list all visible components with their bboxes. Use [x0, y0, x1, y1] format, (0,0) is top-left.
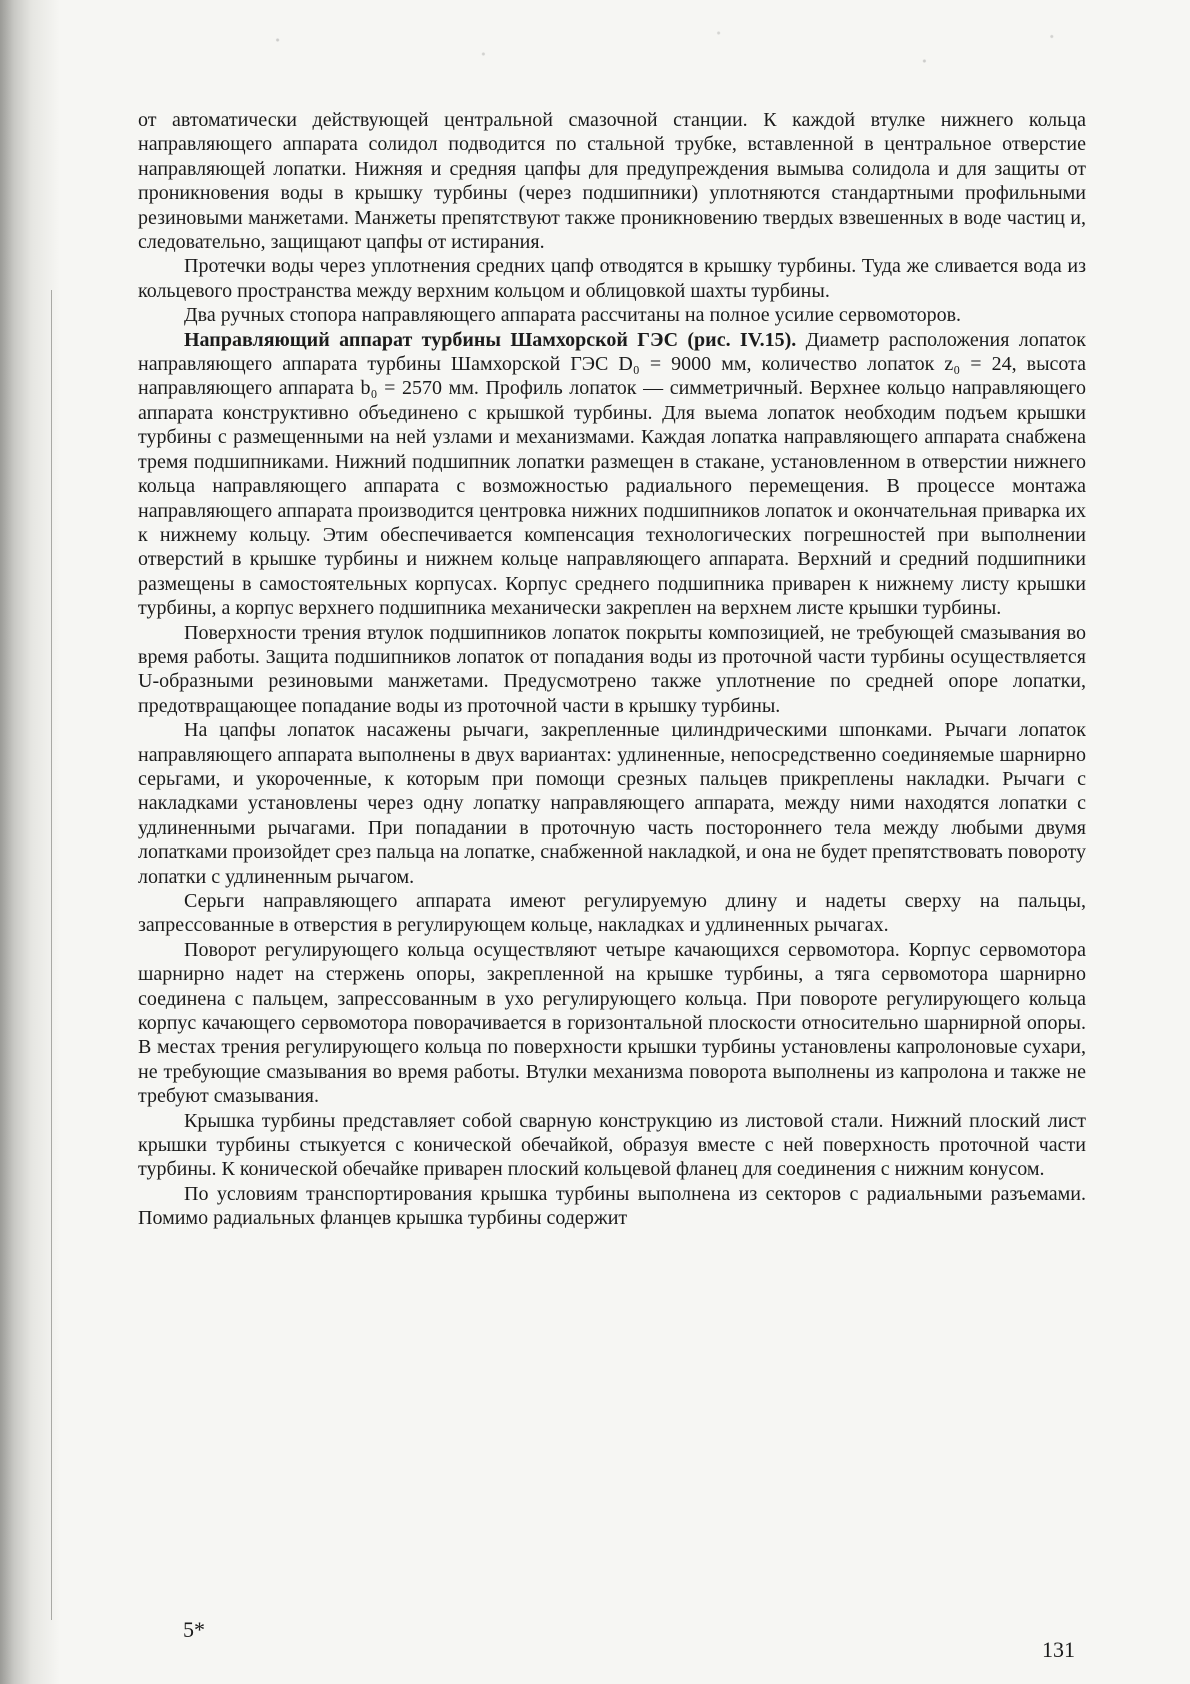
signature-mark: 5* — [183, 1617, 205, 1642]
paragraph: Серьги направляющего аппарата имеют регулируемую длину и надеты сверху на пальцы, запрессованные в отверстия в регулирующем кольце, накладках и удлиненных рычагах. — [138, 890, 1086, 937]
paragraph-with-heading — [138, 328, 1086, 621]
binding-edge-line — [51, 290, 52, 1620]
scan-noise — [160, 12, 1140, 82]
paragraph: Протечки воды через уплотнения средних цапф отводятся в крышку турбины. Туда же сливается вода из кольцевого пространства между верхним кольцом и облицовкой шахты турбины. — [138, 255, 1086, 302]
paragraph-text: Диаметр расположения лопаток направляющего аппарата турбины Шамхорской ГЭС D₀ = 9000 мм, количество лопаток z₀ = 24, высота направляющего аппарата b₀ = 2570 мм. Профиль лопаток — симметричный. Верхнее кольцо направляющего аппарата конструктивно объединено с крышкой турбины. Для выема лопаток необходим подъем крышки турбины с размещенными на ней узлами и механизмами. Каждая лопатка направляющего аппарата снабжена тремя подшипниками. Нижний подшипник лопатки размещен в стакане, установленном в отверстии нижнего кольца направляющего аппарата с возможностью радиального перемещения. В процессе монтажа направляющего аппарата производится центровка нижних подшипников лопаток и окончательная приварка их к нижнему кольцу. Этим обеспечивается компенсация технологических погрешностей при выполнении отверстий в крышке турбины и нижнем кольце направляющего аппарата. Верхний и средний подшипники размещены в самостоятельных корпусах. Корпус среднего подшипника приварен к нижнему листу крышки турбины, а корпус верхнего подшипника механически закреплен на верхнем листе крышки турбины. — [138, 328, 1086, 620]
body-text — [138, 108, 1086, 1231]
paragraph: от автоматически действующей центральной смазочной станции. К каждой втулке нижнего кольца направляющего аппарата солидол подводится по стальной трубке, вставленной в центральное отверстие направляющей лопатки. Нижняя и средняя цапфы для предупреждения вымыва солидола и для защиты от проникновения воды в крышку турбины (через подшипники) уплотняются стандартными профильными резиновыми манжетами. Манжеты препятствуют также проникновению твердых взвешенных в воде частиц и, следовательно, защищают цапфы от истирания. — [138, 109, 1086, 254]
paragraph: Два ручных стопора направляющего аппарата рассчитаны на полное усилие сервомоторов. — [184, 304, 962, 327]
paragraph: На цапфы лопаток насажены рычаги, закрепленные цилиндрическими шпонками. Рычаги лопаток направляющего аппарата выполнены в двух вариантах: удлиненные, непосредственно соединяемые шарнирно серьгами, и укороченные, к которым при помощи срезных пальцев прикреплены накладки. Рычаги с накладками установлены через одну лопатку направляющего аппарата, между ними находятся лопатки с удлиненными рычагами. При попадании в проточную часть постороннего тела между любыми двумя лопатками произойдет срез пальца на лопатке, снабженной накладкой, и она не будет препятствовать повороту лопатки с удлиненным рычагом. — [138, 719, 1086, 888]
paragraph: По условиям транспортирования крышка турбины выполнена из секторов с радиальными разъемами. Помимо радиальных фланцев крышка турбины содержит — [138, 1182, 1086, 1230]
page-number: 131 — [1042, 1637, 1075, 1662]
paragraph: Поворот регулирующего кольца осуществляют четыре качающихся сервомотора. Корпус сервомотора шарнирно надет на стержень опоры, закрепленной на крышке турбины, а тяга сервомотора шарнирно соединена с пальцем, запрессованным в ухо регулирующего кольца. При повороте регулирующего кольца корпус качающего сервомотора поворачивается в горизонтальной плоскости относительно шарнирной опоры. В местах трения регулирующего кольца по поверхности крышки турбины установлены капролоновые сухари, не требующие смазывания во время работы. Втулки механизма поворота выполнены из капролона и также не требуют смазывания. — [138, 938, 1086, 1108]
paragraph: Крышка турбины представляет собой сварную конструкцию из листовой стали. Нижний плоский лист крышки турбины стыкуется с конической обечайкой, образуя вместе с ней поверхность проточной части турбины. К конической обечайке приварен плоский кольцевой фланец для соединения с нижним конусом. — [138, 1109, 1086, 1181]
section-run-in-heading: Направляющий аппарат турбины Шамхорской ГЭС (рис. IV.15). — [184, 328, 797, 351]
paragraph: Поверхности трения втулок подшипников лопаток покрыты композицией, не требующей смазывания во время работы. Защита подшипников лопаток от попадания воды из проточной части турбины осуществляется U-образными резиновыми манжетами. Предусмотрено также уплотнение по средней опоре лопатки, предотвращающее попадание воды из проточной части в крышку турбины. — [138, 621, 1086, 717]
